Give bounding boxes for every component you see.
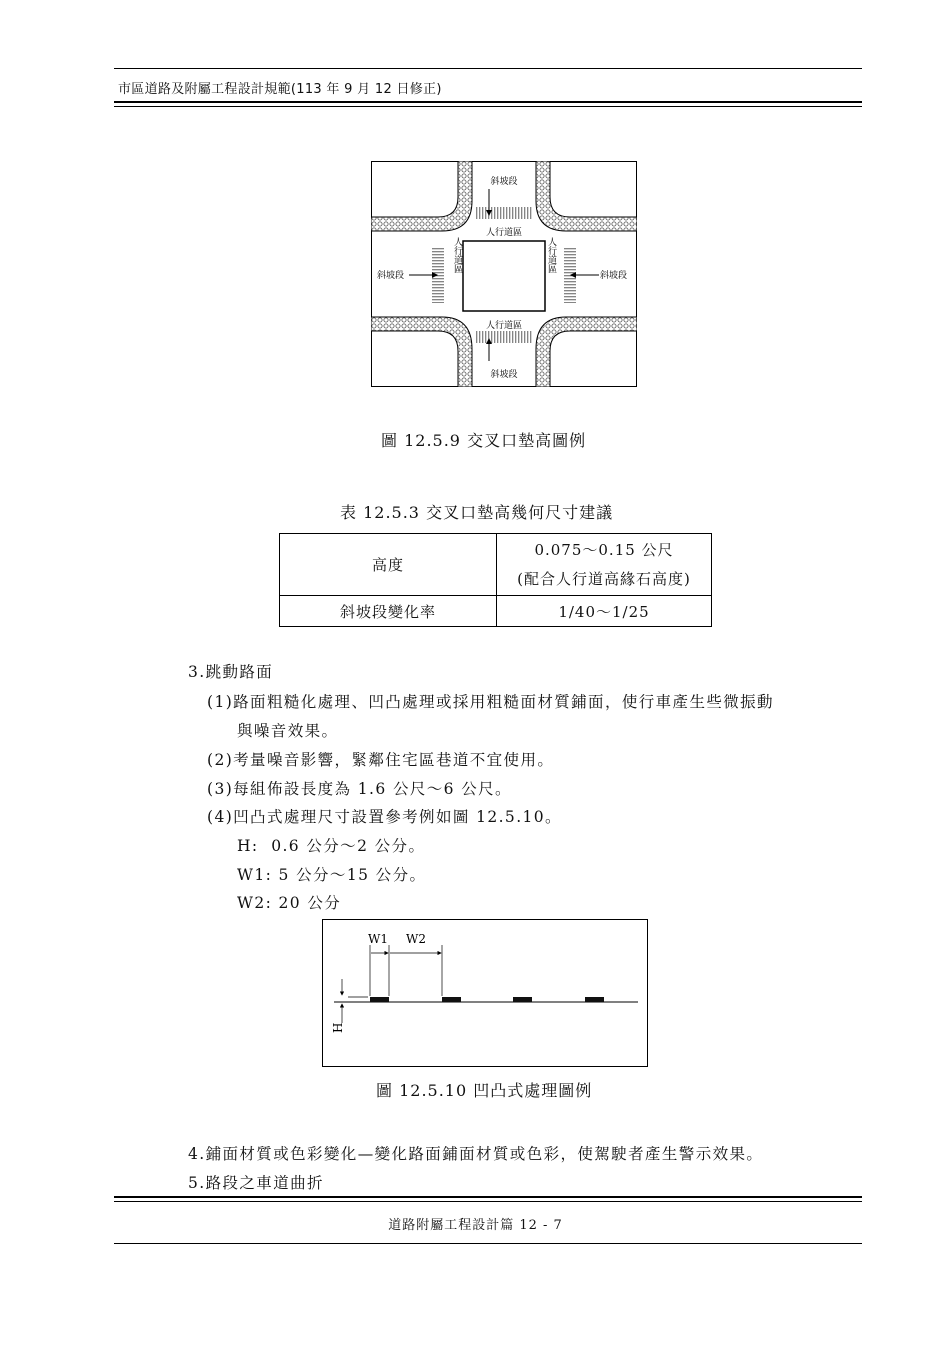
item-1-line-1: (1)路面粗糙化處理、凹凸處理或採用粗糙面材質鋪面，使行車產生些微振動 xyxy=(207,693,774,711)
ramp-label-bottom: 斜坡段 xyxy=(490,370,518,380)
height-range-value: 0.075～0.15 公尺 xyxy=(534,540,674,559)
ramp-label-top: 斜坡段 xyxy=(490,177,518,187)
bump-block xyxy=(513,997,532,1002)
header-bottom-rule-thin xyxy=(114,106,862,107)
w2-label: W2 xyxy=(406,932,426,946)
dimension-w1: W1: 5 公分～15 公分。 xyxy=(237,866,427,884)
table-row xyxy=(280,534,712,596)
table-row-label: 高度 xyxy=(280,534,497,596)
ramp-hatch-bottom xyxy=(475,331,533,343)
ped-zone-label-left: 人行道區 xyxy=(452,237,462,273)
ramp-label-right: 斜坡段 xyxy=(600,271,628,281)
page-footer-label: 道路附屬工程設計篇 12 - 7 xyxy=(388,1218,563,1233)
table-row-value: 1/40～1/25 xyxy=(497,596,712,627)
item-1-line-2: 與噪音效果。 xyxy=(237,722,339,740)
table-12-5-3-title: 表 12.5.3 交叉口墊高幾何尺寸建議 xyxy=(340,503,614,522)
table-row-label: 斜坡段變化率 xyxy=(280,596,497,627)
ramp-label-left: 斜坡段 xyxy=(377,271,405,281)
section-5-heading: 5.路段之車道曲折 xyxy=(188,1174,324,1192)
bump-block xyxy=(442,997,461,1002)
section-3-heading: 3.跳動路面 xyxy=(188,663,274,681)
section-4-text: 4.鋪面材質或色彩變化—變化路面鋪面材質或色彩，使駕駛者產生警示效果。 xyxy=(188,1145,764,1163)
height-range-note: (配合人行道高緣石高度) xyxy=(517,569,691,588)
dimension-w2: W2: 20 公分 xyxy=(237,894,342,912)
header-bottom-rule-thick xyxy=(114,101,862,103)
footer-bottom-rule xyxy=(114,1243,862,1244)
figure-12-5-10-caption: 圖 12.5.10 凹凸式處理圖例 xyxy=(376,1081,593,1100)
figure-12-5-9-caption: 圖 12.5.9 交叉口墊高圖例 xyxy=(381,431,587,450)
table-row xyxy=(280,596,712,627)
footer-top-rule-thick xyxy=(114,1196,862,1198)
document-header-title: 市區道路及附屬工程設計規範(113 年 9 月 12 日修正) xyxy=(118,82,442,97)
dimension-h: H: 0.6 公分～2 公分。 xyxy=(237,837,426,855)
w1-label: W1 xyxy=(368,932,388,946)
bump-block xyxy=(370,997,389,1002)
item-2: (2)考量噪音影響，緊鄰住宅區巷道不宜使用。 xyxy=(207,751,555,769)
h-label: H xyxy=(331,1022,345,1033)
ped-zone-label-top: 人行道區 xyxy=(485,228,523,238)
intersection-dimension-table xyxy=(279,533,712,627)
table-row-value xyxy=(497,534,712,596)
footer-top-rule-thin xyxy=(114,1201,862,1202)
item-4: (4)凹凸式處理尺寸設置參考例如圖 12.5.10。 xyxy=(207,808,562,826)
header-top-rule xyxy=(114,68,862,69)
raised-intersection-square xyxy=(463,241,545,311)
ramp-hatch-top xyxy=(475,207,533,219)
intersection-raised-diagram xyxy=(371,161,637,387)
item-3: (3)每組佈設長度為 1.6 公尺～6 公尺。 xyxy=(207,780,512,798)
ped-zone-label-bottom: 人行道區 xyxy=(485,321,523,331)
ped-zone-label-right: 人行道區 xyxy=(546,237,556,273)
bump-block xyxy=(585,997,604,1002)
bump-profile-diagram xyxy=(322,919,648,1067)
